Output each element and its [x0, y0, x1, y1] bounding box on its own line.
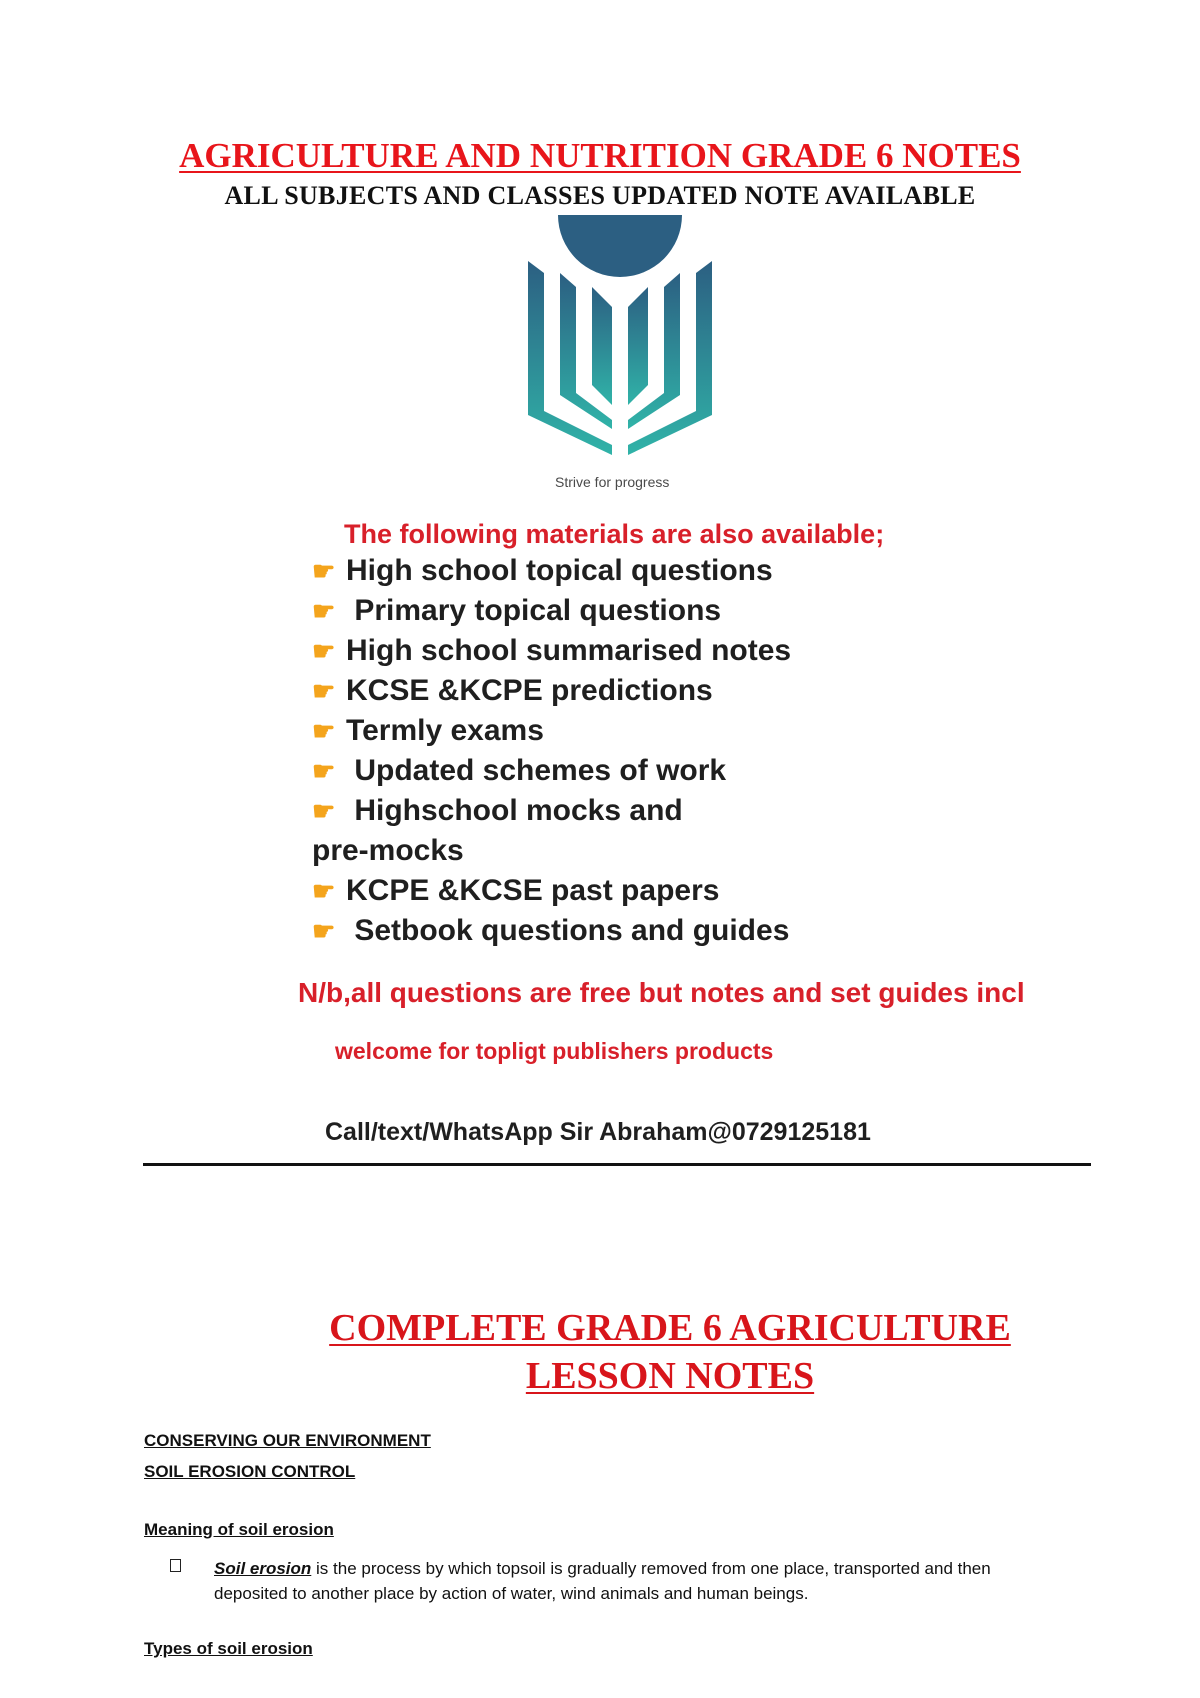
definition-text: is the process by which topsoil is gradually removed from one place, transported and then deposited to another place by action of water, wind animals and human beings.	[214, 1559, 991, 1603]
bullet-square-icon	[170, 1559, 181, 1572]
welcome-note: welcome for topligt publishers products	[335, 1038, 774, 1064]
pointing-hand-icon: ☛	[312, 676, 336, 706]
divider-line	[143, 1163, 1091, 1166]
list-item: ☛ High school summarised notes	[312, 631, 791, 671]
definition-paragraph	[214, 1556, 1064, 1606]
book-logo-icon	[520, 215, 720, 465]
contact-info: Call/text/WhatsApp Sir Abraham@0729125181	[325, 1118, 871, 1146]
meaning-heading: Meaning of soil erosion	[144, 1520, 334, 1539]
logo-head-shape	[558, 215, 682, 277]
document-subtitle: ALL SUBJECTS AND CLASSES UPDATED NOTE AVAILABLE	[224, 181, 976, 210]
list-item: ☛ KCPE &KCSE past papers	[312, 871, 791, 911]
list-item: ☛ Setbook questions and guides	[312, 911, 791, 951]
pointing-hand-icon: ☛	[312, 756, 336, 786]
list-item: ☛ Updated schemes of work	[312, 751, 791, 791]
subsection-heading: SOIL EROSION CONTROL	[144, 1462, 356, 1481]
list-item: ☛ High school topical questions	[312, 551, 791, 591]
pricing-note: N/b,all questions are free but notes and set guides incl	[298, 977, 1025, 1008]
pointing-hand-icon: ☛	[312, 556, 336, 586]
logo-tagline: Strive for progress	[555, 474, 670, 490]
pointing-hand-icon: ☛	[312, 796, 336, 826]
logo-inner-right-page	[628, 287, 648, 405]
document-title: AGRICULTURE AND NUTRITION GRADE 6 NOTES	[179, 136, 1021, 175]
pointing-hand-icon: ☛	[312, 716, 336, 746]
materials-list	[312, 551, 791, 951]
pointing-hand-icon: ☛	[312, 636, 336, 666]
list-item: ☛ KCSE &KCPE predictions	[312, 671, 791, 711]
types-heading: Types of soil erosion	[144, 1639, 313, 1658]
list-item: ☛ Primary topical questions	[312, 591, 791, 631]
logo-inner-left-page	[592, 287, 612, 405]
section-heading: CONSERVING OUR ENVIRONMENT	[144, 1431, 431, 1450]
materials-heading: The following materials are also available;	[344, 519, 885, 549]
list-item: ☛ Termly exams	[312, 711, 791, 751]
lesson-title: COMPLETE GRADE 6 AGRICULTURE LESSON NOTES	[329, 1307, 1011, 1397]
pointing-hand-icon: ☛	[312, 876, 336, 906]
pointing-hand-icon: ☛	[312, 916, 336, 946]
list-item: ☛ Highschool mocks and pre-mocks	[312, 791, 742, 871]
definition-term: Soil erosion	[214, 1559, 312, 1578]
pointing-hand-icon: ☛	[312, 596, 336, 626]
